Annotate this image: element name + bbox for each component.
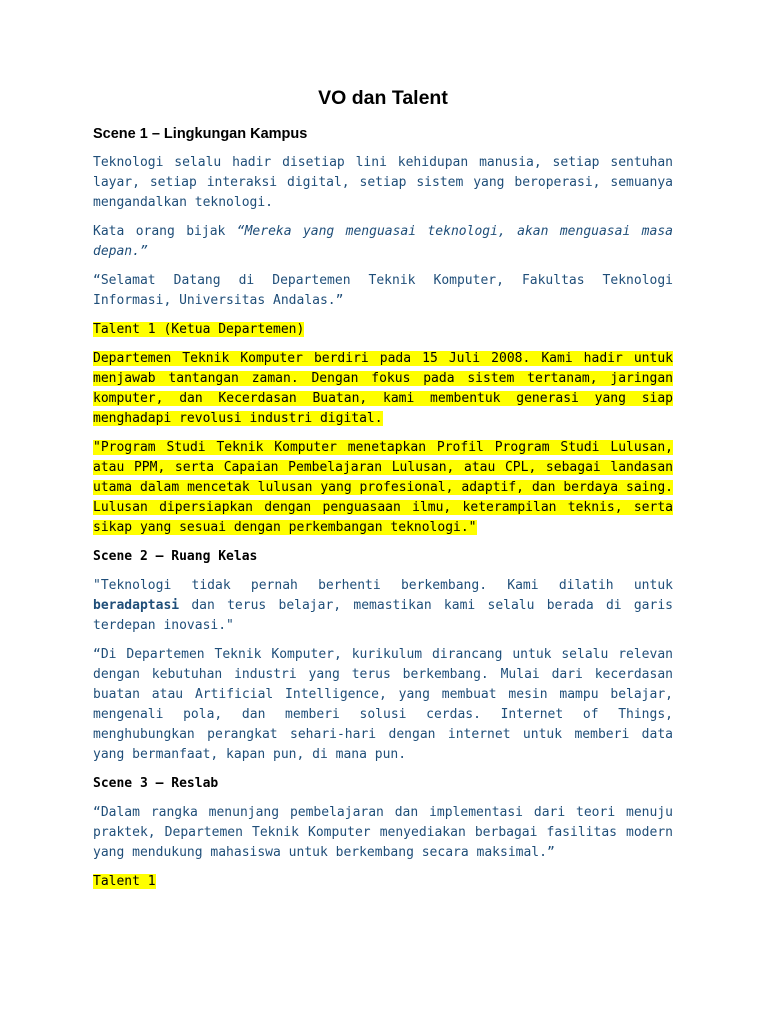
scene-1-talent-paragraph-2 — [93, 438, 673, 538]
scene-2-paragraph-1-a: "Teknologi tidak pernah berhenti berkembang. Kami dilatih untuk — [93, 578, 673, 593]
scene-1-paragraph-3: “Selamat Datang di Departemen Teknik Komputer, Fakultas Teknologi Informasi, Universitas Andalas.” — [93, 273, 673, 308]
scene-1-talent-label-text: Talent 1 (Ketua Departemen) — [93, 322, 305, 337]
scene-2-paragraph-1-b: dan terus belajar, memastikan kami selalu berada di garis terdepan inovasi." — [93, 598, 673, 633]
scene-2-paragraph-1 — [93, 576, 673, 636]
document-title: VO dan Talent — [318, 87, 448, 109]
scene-1-paragraph-1: Teknologi selalu hadir disetiap lini kehidupan manusia, setiap sentuhan layar, setiap interaksi digital, setiap sistem yang beroperasi, semuanya mengandalkan teknologi. — [93, 155, 673, 210]
scene-1-paragraph-2-prefix: Kata orang bijak — [93, 224, 237, 239]
scene-2-paragraph-1-bold: beradaptasi — [93, 598, 180, 613]
scene-1-heading: Scene 1 – Lingkungan Kampus — [93, 126, 308, 142]
scene-3-heading: Scene 3 – Reslab — [93, 776, 219, 791]
scene-1-paragraph-2-quote: “Mereka yang menguasai teknologi, akan menguasai masa depan.” — [93, 224, 673, 259]
scene-1-talent-paragraph-1-text: Departemen Teknik Komputer berdiri pada 15 Juli 2008. Kami hadir untuk menjawab tantangan zaman. Dengan fokus pada sistem tertanam, jaringan komputer, dan Kecerdasan Buatan, kami membentuk generasi yang siap menghadapi revolusi industri digital. — [93, 351, 673, 426]
scene-1-paragraph-2 — [93, 222, 673, 262]
scene-2-heading: Scene 2 – Ruang Kelas — [93, 549, 258, 564]
scene-1-talent-paragraph-2-text: "Program Studi Teknik Komputer menetapkan Profil Program Studi Lulusan, atau PPM, serta Capaian Pembelajaran Lulusan, atau CPL, sebagai landasan utama dalam mencetak lulusan yang profesional, adaptif, dan berdaya saing. Lulusan dipersiapkan dengan penguasaan ilmu, keterampilan teknis, serta sikap yang sesuai dengan perkembangan teknologi." — [93, 440, 673, 535]
document-page — [93, 84, 673, 901]
scene-3-talent-label-text: Talent 1 — [93, 874, 156, 889]
scene-3-paragraph-1: “Dalam rangka menunjang pembelajaran dan implementasi dari teori menuju praktek, Departemen Teknik Komputer menyediakan berbagai fasilitas modern yang mendukung mahasiswa untuk berkembang secara maksimal.” — [93, 805, 673, 860]
scene-1-talent-paragraph-1 — [93, 349, 673, 429]
scene-2-paragraph-2: “Di Departemen Teknik Komputer, kurikulum dirancang untuk selalu relevan dengan kebutuhan industri yang terus berkembang. Mulai dari kecerdasan buatan atau Artificial Intelligence, yang membuat mesin mampu belajar, mengenali pola, dan memberi solusi cerdas. Internet of Things, menghubungkan perangkat sehari-hari dengan internet untuk memberi data yang bermanfaat, kapan pun, di mana pun. — [93, 647, 673, 762]
scene-3-talent-label — [93, 872, 673, 892]
scene-1-talent-label — [93, 320, 673, 340]
